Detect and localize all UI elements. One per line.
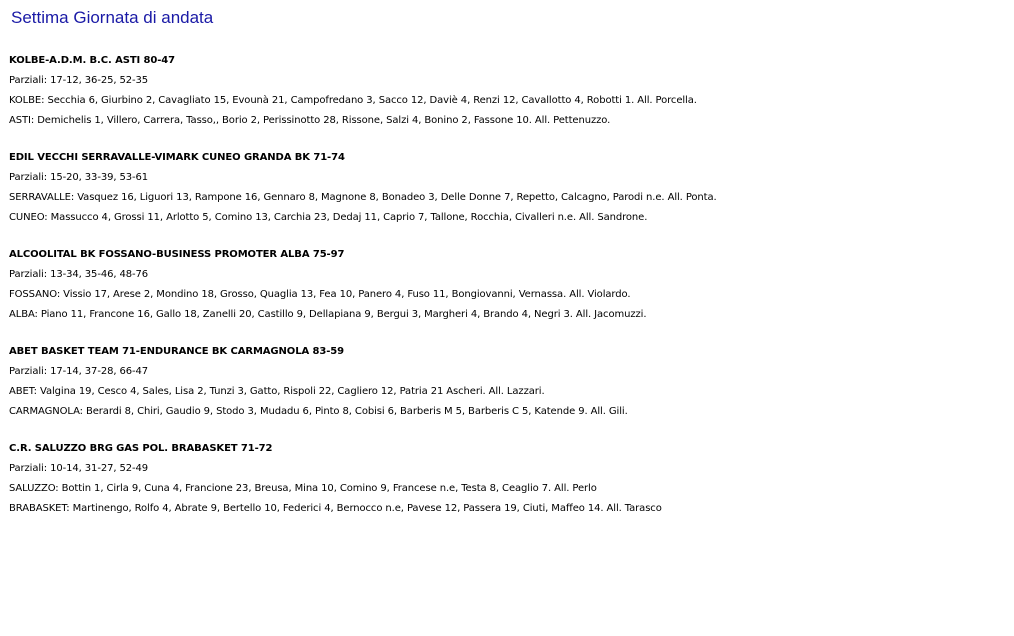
game-result bbox=[9, 148, 999, 228]
game-header: EDIL VECCHI SERRAVALLE-VIMARK CUNEO GRANDA BK 71-74 bbox=[9, 152, 345, 163]
game-result bbox=[9, 342, 999, 422]
game-partials: Parziali: 17-12, 36-25, 52-35 bbox=[9, 75, 149, 86]
game-partials: Parziali: 15-20, 33-39, 53-61 bbox=[9, 172, 149, 183]
game-result bbox=[9, 245, 999, 325]
home-team-scorers: KOLBE: Secchia 6, Giurbino 2, Cavagliato 15, Evounà 21, Campofredano 3, Sacco 12, Daviè 4, Renzi 12, Cavallotto 4, Robotti 1. All. Porcella. bbox=[9, 95, 697, 106]
away-team-scorers: ALBA: Piano 11, Francone 16, Gallo 18, Zanelli 20, Castillo 9, Dellapiana 9, Bergui 3, Margheri 4, Brando 4, Negri 3. All. Jacomuzzi. bbox=[9, 309, 647, 320]
home-team-scorers: SERRAVALLE: Vasquez 16, Liguori 13, Rampone 16, Gennaro 8, Magnone 8, Bonadeo 3, Delle Donne 7, Repetto, Calcagno, Parodi n.e. All. Ponta. bbox=[9, 192, 717, 203]
home-team-scorers: SALUZZO: Bottin 1, Cirla 9, Cuna 4, Francione 23, Breusa, Mina 10, Comino 9, Francese n.e, Testa 8, Ceaglio 7. All. Perlo bbox=[9, 483, 597, 494]
home-team-scorers: ABET: Valgina 19, Cesco 4, Sales, Lisa 2, Tunzi 3, Gatto, Rispoli 22, Cagliero 12, Patria 21 Ascheri. All. Lazzari. bbox=[9, 386, 545, 397]
away-team-scorers: CUNEO: Massucco 4, Grossi 11, Arlotto 5, Comino 13, Carchia 23, Dedaj 11, Caprio 7, Tallone, Rocchia, Civalleri n.e. All. Sandrone. bbox=[9, 212, 648, 223]
games-list bbox=[9, 51, 999, 536]
away-team-scorers: CARMAGNOLA: Berardi 8, Chiri, Gaudio 9, Stodo 3, Mudadu 6, Pinto 8, Cobisi 6, Barberis M 5, Barberis C 5, Katende 9. All. Gili. bbox=[9, 406, 628, 417]
away-team-scorers: ASTI: Demichelis 1, Villero, Carrera, Tasso,, Borio 2, Perissinotto 28, Rissone, Salzi 4, Bonino 2, Fassone 10. All. Pettenuzzo. bbox=[9, 115, 611, 126]
page-title: Settima Giornata di andata bbox=[11, 8, 214, 27]
game-partials: Parziali: 17-14, 37-28, 66-47 bbox=[9, 366, 149, 377]
game-result bbox=[9, 439, 999, 519]
game-header: KOLBE-A.D.M. B.C. ASTI 80-47 bbox=[9, 55, 176, 66]
game-header: ABET BASKET TEAM 71-ENDURANCE BK CARMAGNOLA 83-59 bbox=[9, 346, 344, 357]
game-result bbox=[9, 51, 999, 131]
game-partials: Parziali: 10-14, 31-27, 52-49 bbox=[9, 463, 149, 474]
game-partials: Parziali: 13-34, 35-46, 48-76 bbox=[9, 269, 149, 280]
game-header: ALCOOLITAL BK FOSSANO-BUSINESS PROMOTER ALBA 75-97 bbox=[9, 249, 345, 260]
away-team-scorers: BRABASKET: Martinengo, Rolfo 4, Abrate 9, Bertello 10, Federici 4, Bernocco n.e, Pavese 12, Passera 19, Ciuti, Maffeo 14. All. Tarasco bbox=[9, 503, 662, 514]
home-team-scorers: FOSSANO: Vissio 17, Arese 2, Mondino 18, Grosso, Quaglia 13, Fea 10, Panero 4, Fuso 11, Bongiovanni, Vernassa. All. Violardo. bbox=[9, 289, 631, 300]
game-header: C.R. SALUZZO BRG GAS POL. BRABASKET 71-72 bbox=[9, 443, 273, 454]
